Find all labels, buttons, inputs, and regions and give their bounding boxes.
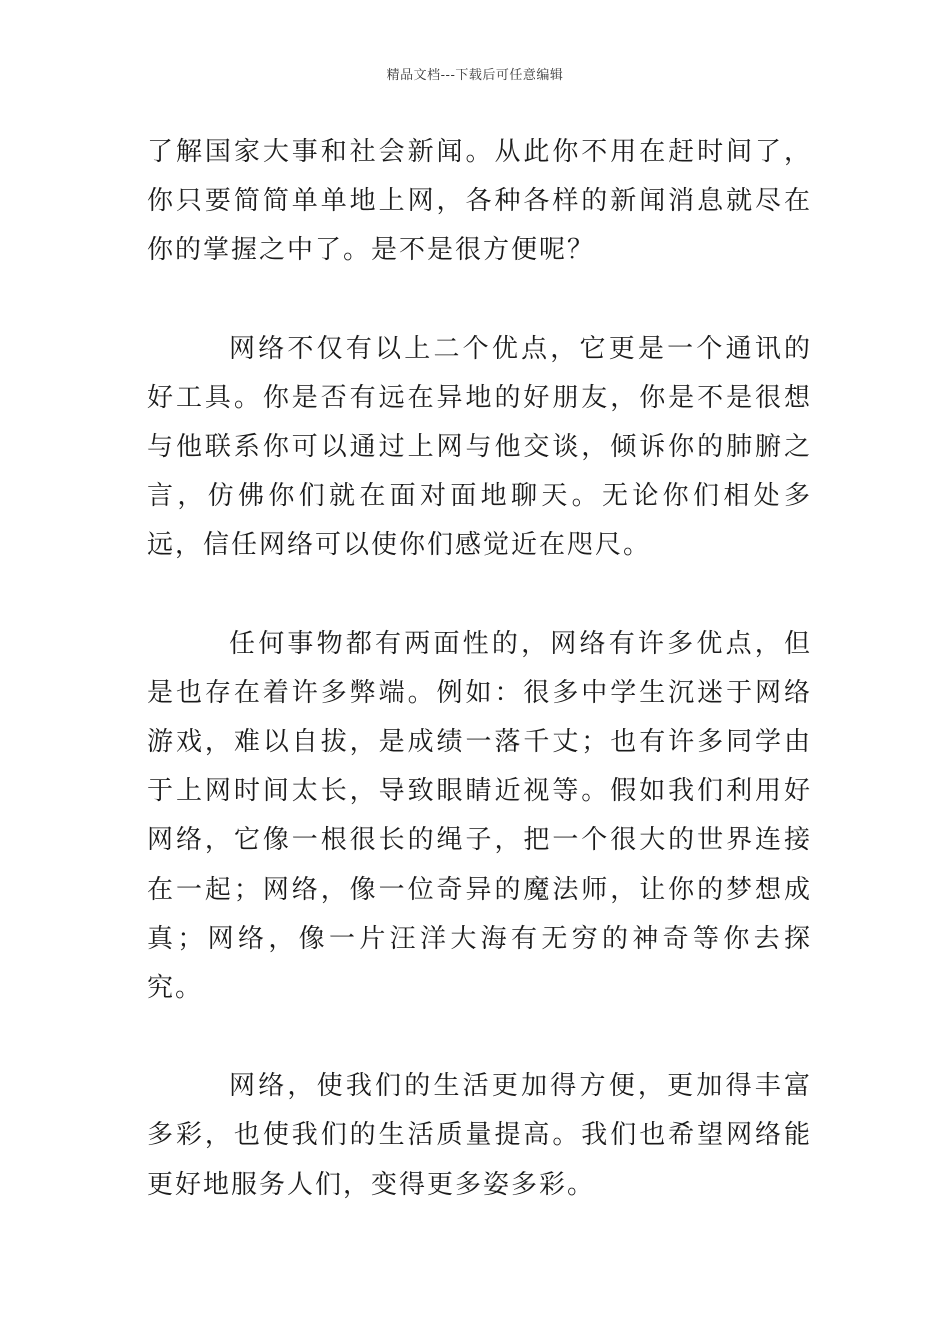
paragraph-2: 网络不仅有以上二个优点，它更是一个通讯的好工具。你是否有远在异地的好朋友，你是不是很想与他联系你可以通过上网与他交谈，倾诉你的肺腑之言，仿佛你们就在面对面地聊天。无论你们相处多远，信任网络可以使你们感觉近在咫尺。	[147, 333, 812, 561]
paragraph-gap	[147, 1013, 812, 1062]
document-body	[147, 128, 812, 1210]
page-header: 精品文档---下载后可任意编辑	[386, 68, 564, 83]
paragraph-gap	[147, 276, 812, 325]
paragraph-4: 网络，使我们的生活更加得方便，更加得丰富多彩，也使我们的生活质量提高。我们也希望网络能更好地服务人们，变得更多姿多彩。	[147, 1071, 812, 1200]
paragraph-gap	[147, 571, 812, 620]
paragraph-3: 任何事物都有两面性的，网络有许多优点，但是也存在着许多弊端。例如：很多中学生沉迷于网络游戏，难以自拔，是成绩一落千丈；也有许多同学由于上网时间太长，导致眼睛近视等。假如我们利用好网络，它像一根很长的绳子，把一个很大的世界连接在一起；网络，像一位奇异的魔法师，让你的梦想成真；网络，像一片汪洋大海有无穷的神奇等你去探究。	[147, 628, 812, 1004]
paragraph-1: 了解国家大事和社会新闻。从此你不用在赶时间了，你只要简简单单地上网，各种各样的新闻消息就尽在你的掌握之中了。是不是很方便呢？	[147, 137, 812, 266]
